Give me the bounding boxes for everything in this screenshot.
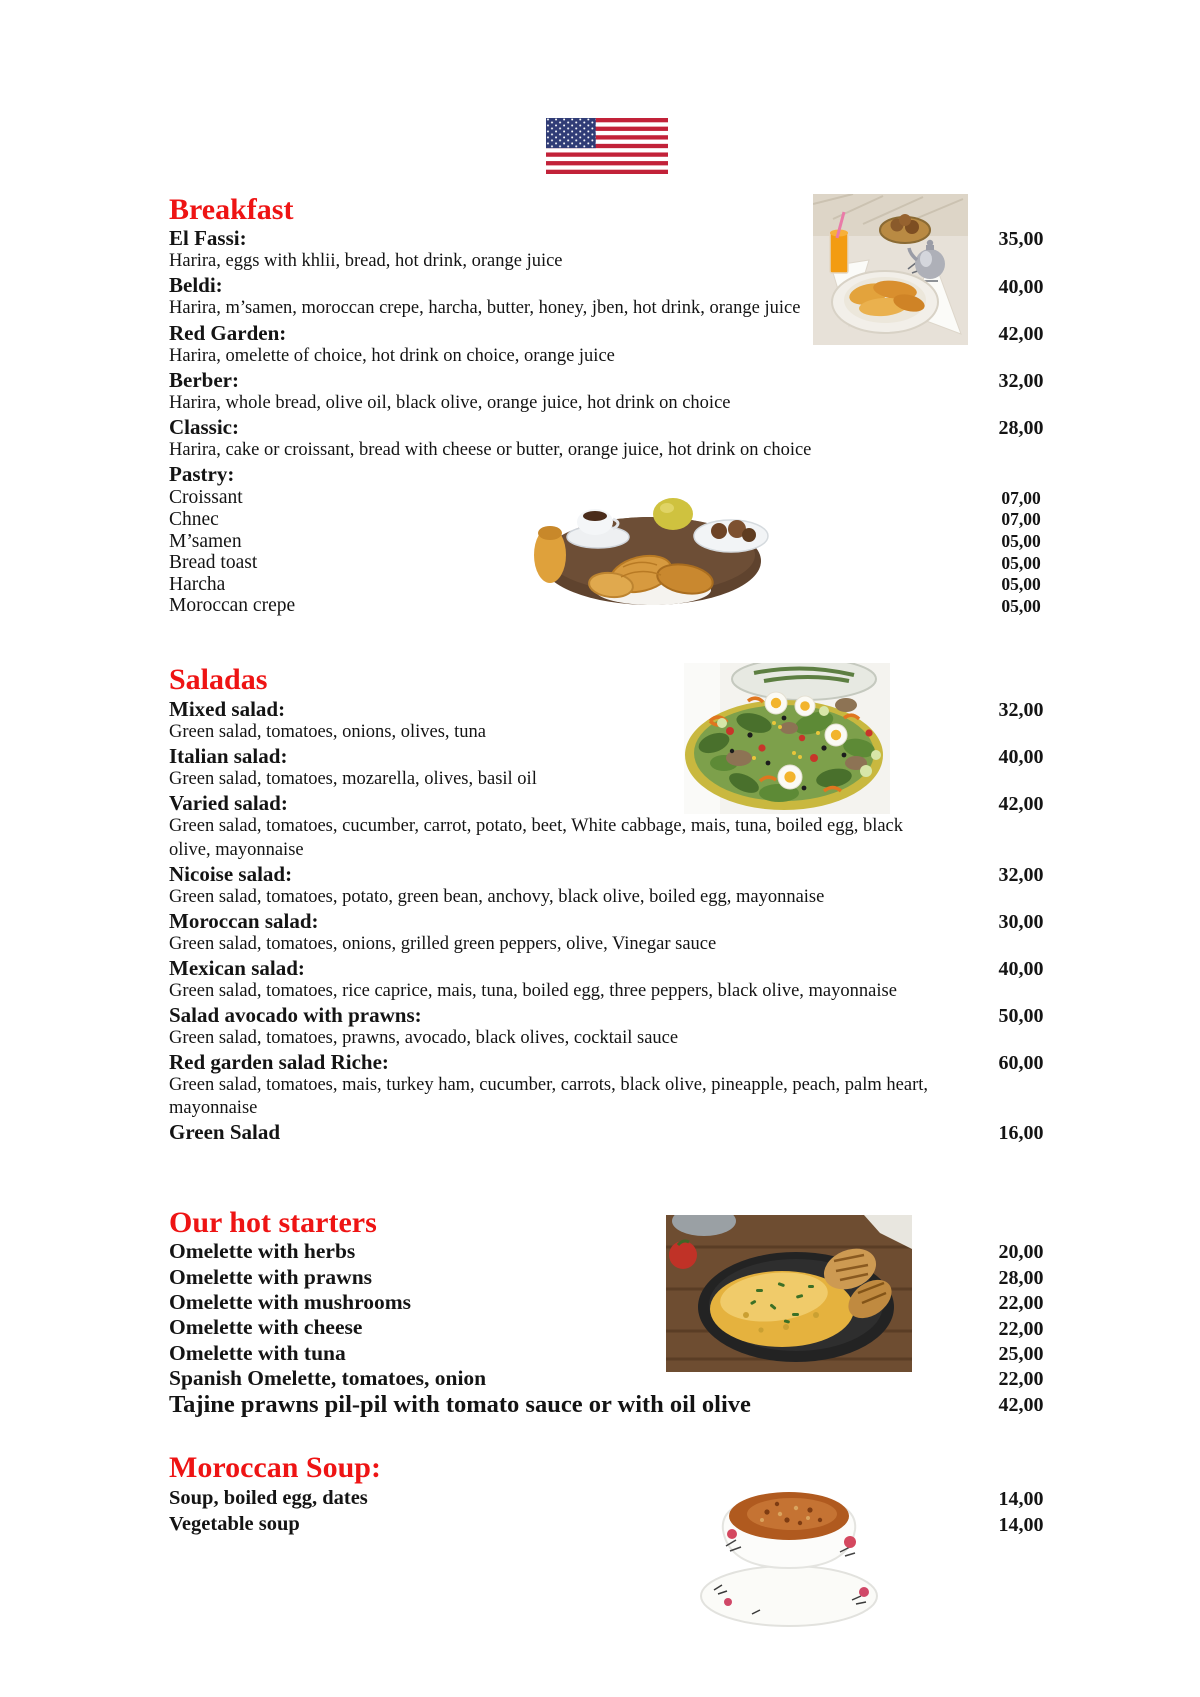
- item-desc: Green salad, tomatoes, mais, turkey ham, cucumber, carrots, black olive, pineapple, peach, palm heart,: [169, 1075, 929, 1095]
- item-price: 28,00: [998, 417, 1044, 439]
- item-name: Beldi:: [169, 273, 223, 297]
- item-price: 14,00: [998, 1514, 1044, 1536]
- item-name: Pastry:: [169, 462, 235, 486]
- item-price: 16,00: [998, 1122, 1044, 1144]
- item-price: 05,00: [1001, 531, 1041, 551]
- item-name: Omelette with cheese: [169, 1315, 363, 1339]
- item-name: Varied salad:: [169, 791, 288, 815]
- item-name: Tajine prawns pil-pil with tomato sauce or with oil olive: [169, 1391, 751, 1418]
- section-title-saladas: Saladas: [169, 663, 268, 696]
- section-title-breakfast: Breakfast: [169, 193, 294, 226]
- item-name: Nicoise salad:: [169, 862, 293, 886]
- item-name: Spanish Omelette, tomatoes, onion: [169, 1366, 487, 1390]
- item-price: 28,00: [998, 1267, 1044, 1289]
- item-name: Green Salad: [169, 1120, 281, 1144]
- item-name: Red garden salad Riche:: [169, 1050, 389, 1074]
- item-price: 32,00: [998, 699, 1044, 721]
- item-price: 22,00: [998, 1292, 1044, 1314]
- item-name: Omelette with mushrooms: [169, 1290, 412, 1314]
- section-title-hot-starters: Our hot starters: [169, 1206, 377, 1239]
- item-name: Berber:: [169, 368, 239, 392]
- item-name: M’samen: [169, 531, 242, 552]
- item-name: Moroccan salad:: [169, 909, 319, 933]
- item-name: Omelette with tuna: [169, 1341, 346, 1365]
- item-name: Mexican salad:: [169, 956, 305, 980]
- item-name: Omelette with herbs: [169, 1239, 356, 1263]
- item-name: El Fassi:: [169, 226, 247, 250]
- item-desc: Green salad, tomatoes, onions, grilled green peppers, olive, Vinegar sauce: [169, 934, 717, 954]
- item-desc: Harira, omelette of choice, hot drink on choice, orange juice: [169, 346, 615, 366]
- item-desc: mayonnaise: [169, 1098, 258, 1118]
- item-desc: Green salad, tomatoes, cucumber, carrot, potato, beet, White cabbage, mais, tuna, boiled egg, black: [169, 816, 904, 836]
- item-name: Chnec: [169, 509, 219, 530]
- item-price: 22,00: [998, 1368, 1044, 1390]
- item-desc: Green salad, tomatoes, onions, olives, tuna: [169, 722, 487, 742]
- item-name: Classic:: [169, 415, 239, 439]
- item-price: 30,00: [998, 911, 1044, 933]
- item-desc: Harira, cake or croissant, bread with cheese or butter, orange juice, hot drink on choice: [169, 440, 812, 460]
- us-flag-icon: [546, 118, 668, 174]
- item-price: 05,00: [1001, 574, 1041, 594]
- item-price: 40,00: [998, 958, 1044, 980]
- item-price: 32,00: [998, 864, 1044, 886]
- omelette-pan-photo: [666, 1215, 912, 1372]
- item-price: 35,00: [998, 228, 1044, 250]
- item-price: 50,00: [998, 1005, 1044, 1027]
- soup-bowl-photo: [692, 1468, 886, 1633]
- item-desc: Harira, m’samen, moroccan crepe, harcha, butter, honey, jben, hot drink, orange juice: [169, 298, 801, 318]
- item-desc: Green salad, tomatoes, potato, green bean, anchovy, black olive, boiled egg, mayonnaise: [169, 887, 825, 907]
- item-price: 25,00: [998, 1343, 1044, 1365]
- item-desc: Harira, eggs with khlii, bread, hot drink, orange juice: [169, 251, 563, 271]
- item-desc: Green salad, tomatoes, rice caprice, mais, tuna, boiled egg, three peppers, black olive, mayonnaise: [169, 981, 897, 1001]
- item-name: Moroccan crepe: [169, 595, 296, 616]
- item-price: 05,00: [1001, 596, 1041, 616]
- item-price: 42,00: [998, 1394, 1044, 1416]
- item-price: 07,00: [1001, 509, 1041, 529]
- item-price: 40,00: [998, 746, 1044, 768]
- item-price: 07,00: [1001, 488, 1041, 508]
- item-price: 20,00: [998, 1241, 1044, 1263]
- item-desc: Harira, whole bread, olive oil, black olive, orange juice, hot drink on choice: [169, 393, 731, 413]
- item-price: 60,00: [998, 1052, 1044, 1074]
- item-desc: olive, mayonnaise: [169, 840, 304, 860]
- item-price: 05,00: [1001, 553, 1041, 573]
- item-name: Mixed salad:: [169, 697, 286, 721]
- item-name: Harcha: [169, 574, 226, 595]
- item-price: 42,00: [998, 793, 1044, 815]
- item-name: Vegetable soup: [169, 1513, 300, 1535]
- item-name: Red Garden:: [169, 321, 287, 345]
- salad-bowl-photo: [684, 663, 890, 814]
- item-price: 22,00: [998, 1318, 1044, 1340]
- pastry-plate-photo: [523, 489, 775, 613]
- item-name: Omelette with prawns: [169, 1265, 373, 1289]
- item-name: Bread toast: [169, 552, 258, 573]
- item-price: 32,00: [998, 370, 1044, 392]
- breakfast-tray-photo: [813, 194, 968, 345]
- item-name: Italian salad:: [169, 744, 288, 768]
- item-name: Croissant: [169, 487, 243, 508]
- item-price: 14,00: [998, 1488, 1044, 1510]
- item-name: Salad avocado with prawns:: [169, 1003, 422, 1027]
- item-desc: Green salad, tomatoes, mozarella, olives, basil oil: [169, 769, 537, 789]
- item-name: Soup, boiled egg, dates: [169, 1487, 368, 1509]
- section-title-moroccan-soup: Moroccan Soup:: [169, 1451, 381, 1484]
- item-price: 40,00: [998, 276, 1044, 298]
- item-price: 42,00: [998, 323, 1044, 345]
- item-desc: Green salad, tomatoes, prawns, avocado, black olives, cocktail sauce: [169, 1028, 679, 1048]
